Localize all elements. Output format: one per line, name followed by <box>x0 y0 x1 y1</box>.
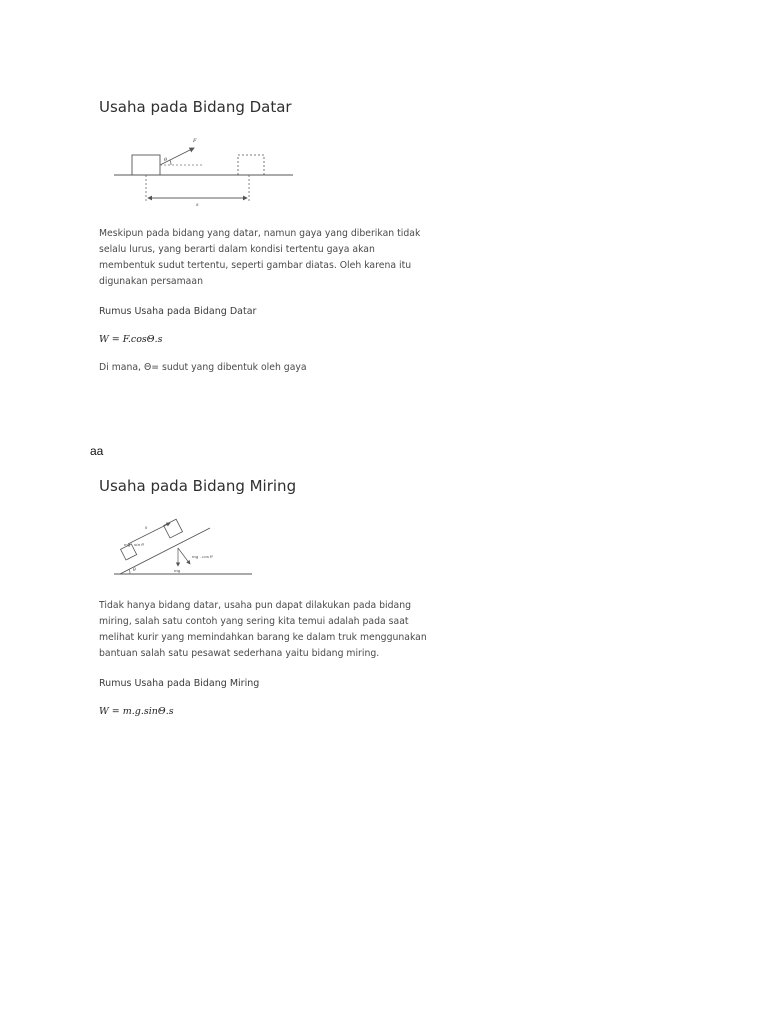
distance-label: s <box>145 526 148 531</box>
angle-label: θ <box>164 157 168 163</box>
distance-arrow <box>128 523 170 544</box>
paragraph-line: bantuan salah satu pesawat sederhana yaitu bidang miring. <box>99 648 380 659</box>
section-title: Usaha pada Bidang Miring <box>99 477 297 495</box>
force-label: F <box>193 138 197 144</box>
paragraph-line: Meskipun pada bidang yang datar, namun gaya yang diberikan tidak <box>99 228 421 239</box>
section-paragraph <box>99 226 429 290</box>
block-start <box>132 155 160 175</box>
paragraph-line: miring, salah satu contoh yang sering kita temui adalah pada saat <box>99 616 409 627</box>
inclined-plane-diagram <box>92 516 432 596</box>
paragraph-line: membentuk sudut tertentu, seperti gambar diatas. Oleh karena itu <box>99 260 412 271</box>
distance-label: s <box>196 202 199 208</box>
section-paragraph <box>99 598 429 662</box>
block-upper <box>164 519 183 538</box>
angle-arc <box>129 569 130 574</box>
perpendicular-force-label: mg . cos θ <box>192 554 213 559</box>
formula-note: Di mana, Θ= sudut yang dibentuk oleh gaya <box>99 362 307 373</box>
formula-heading: Rumus Usaha pada Bidang Miring <box>99 678 260 689</box>
paragraph-line: selalu lurus, yang berarti dalam kondisi tertentu gaya akan <box>99 244 375 255</box>
paragraph-line: Tidak hanya bidang datar, usaha pun dapat dilakukan pada bidang <box>99 600 412 611</box>
section-flat-surface <box>92 92 432 380</box>
formula: W = F.cosΘ.s <box>99 334 163 345</box>
paragraph-line: digunakan persamaan <box>99 276 203 287</box>
block-end <box>238 155 264 175</box>
angle-arc <box>170 160 171 165</box>
perpendicular-arrow <box>178 548 190 564</box>
paragraph-line: melihat kurir yang memindahkan barang ke dalam truk menggunakan <box>99 632 427 643</box>
formula-heading: Rumus Usaha pada Bidang Datar <box>99 306 257 317</box>
weight-label: mg <box>174 568 181 573</box>
separator-text: aa <box>90 444 104 458</box>
section-title: Usaha pada Bidang Datar <box>99 98 292 116</box>
formula: W = m.g.sinΘ.s <box>99 706 174 717</box>
section-inclined-plane <box>92 472 432 724</box>
parallel-force-label: mg . sin θ <box>124 542 144 547</box>
angle-label: θ <box>133 568 136 573</box>
